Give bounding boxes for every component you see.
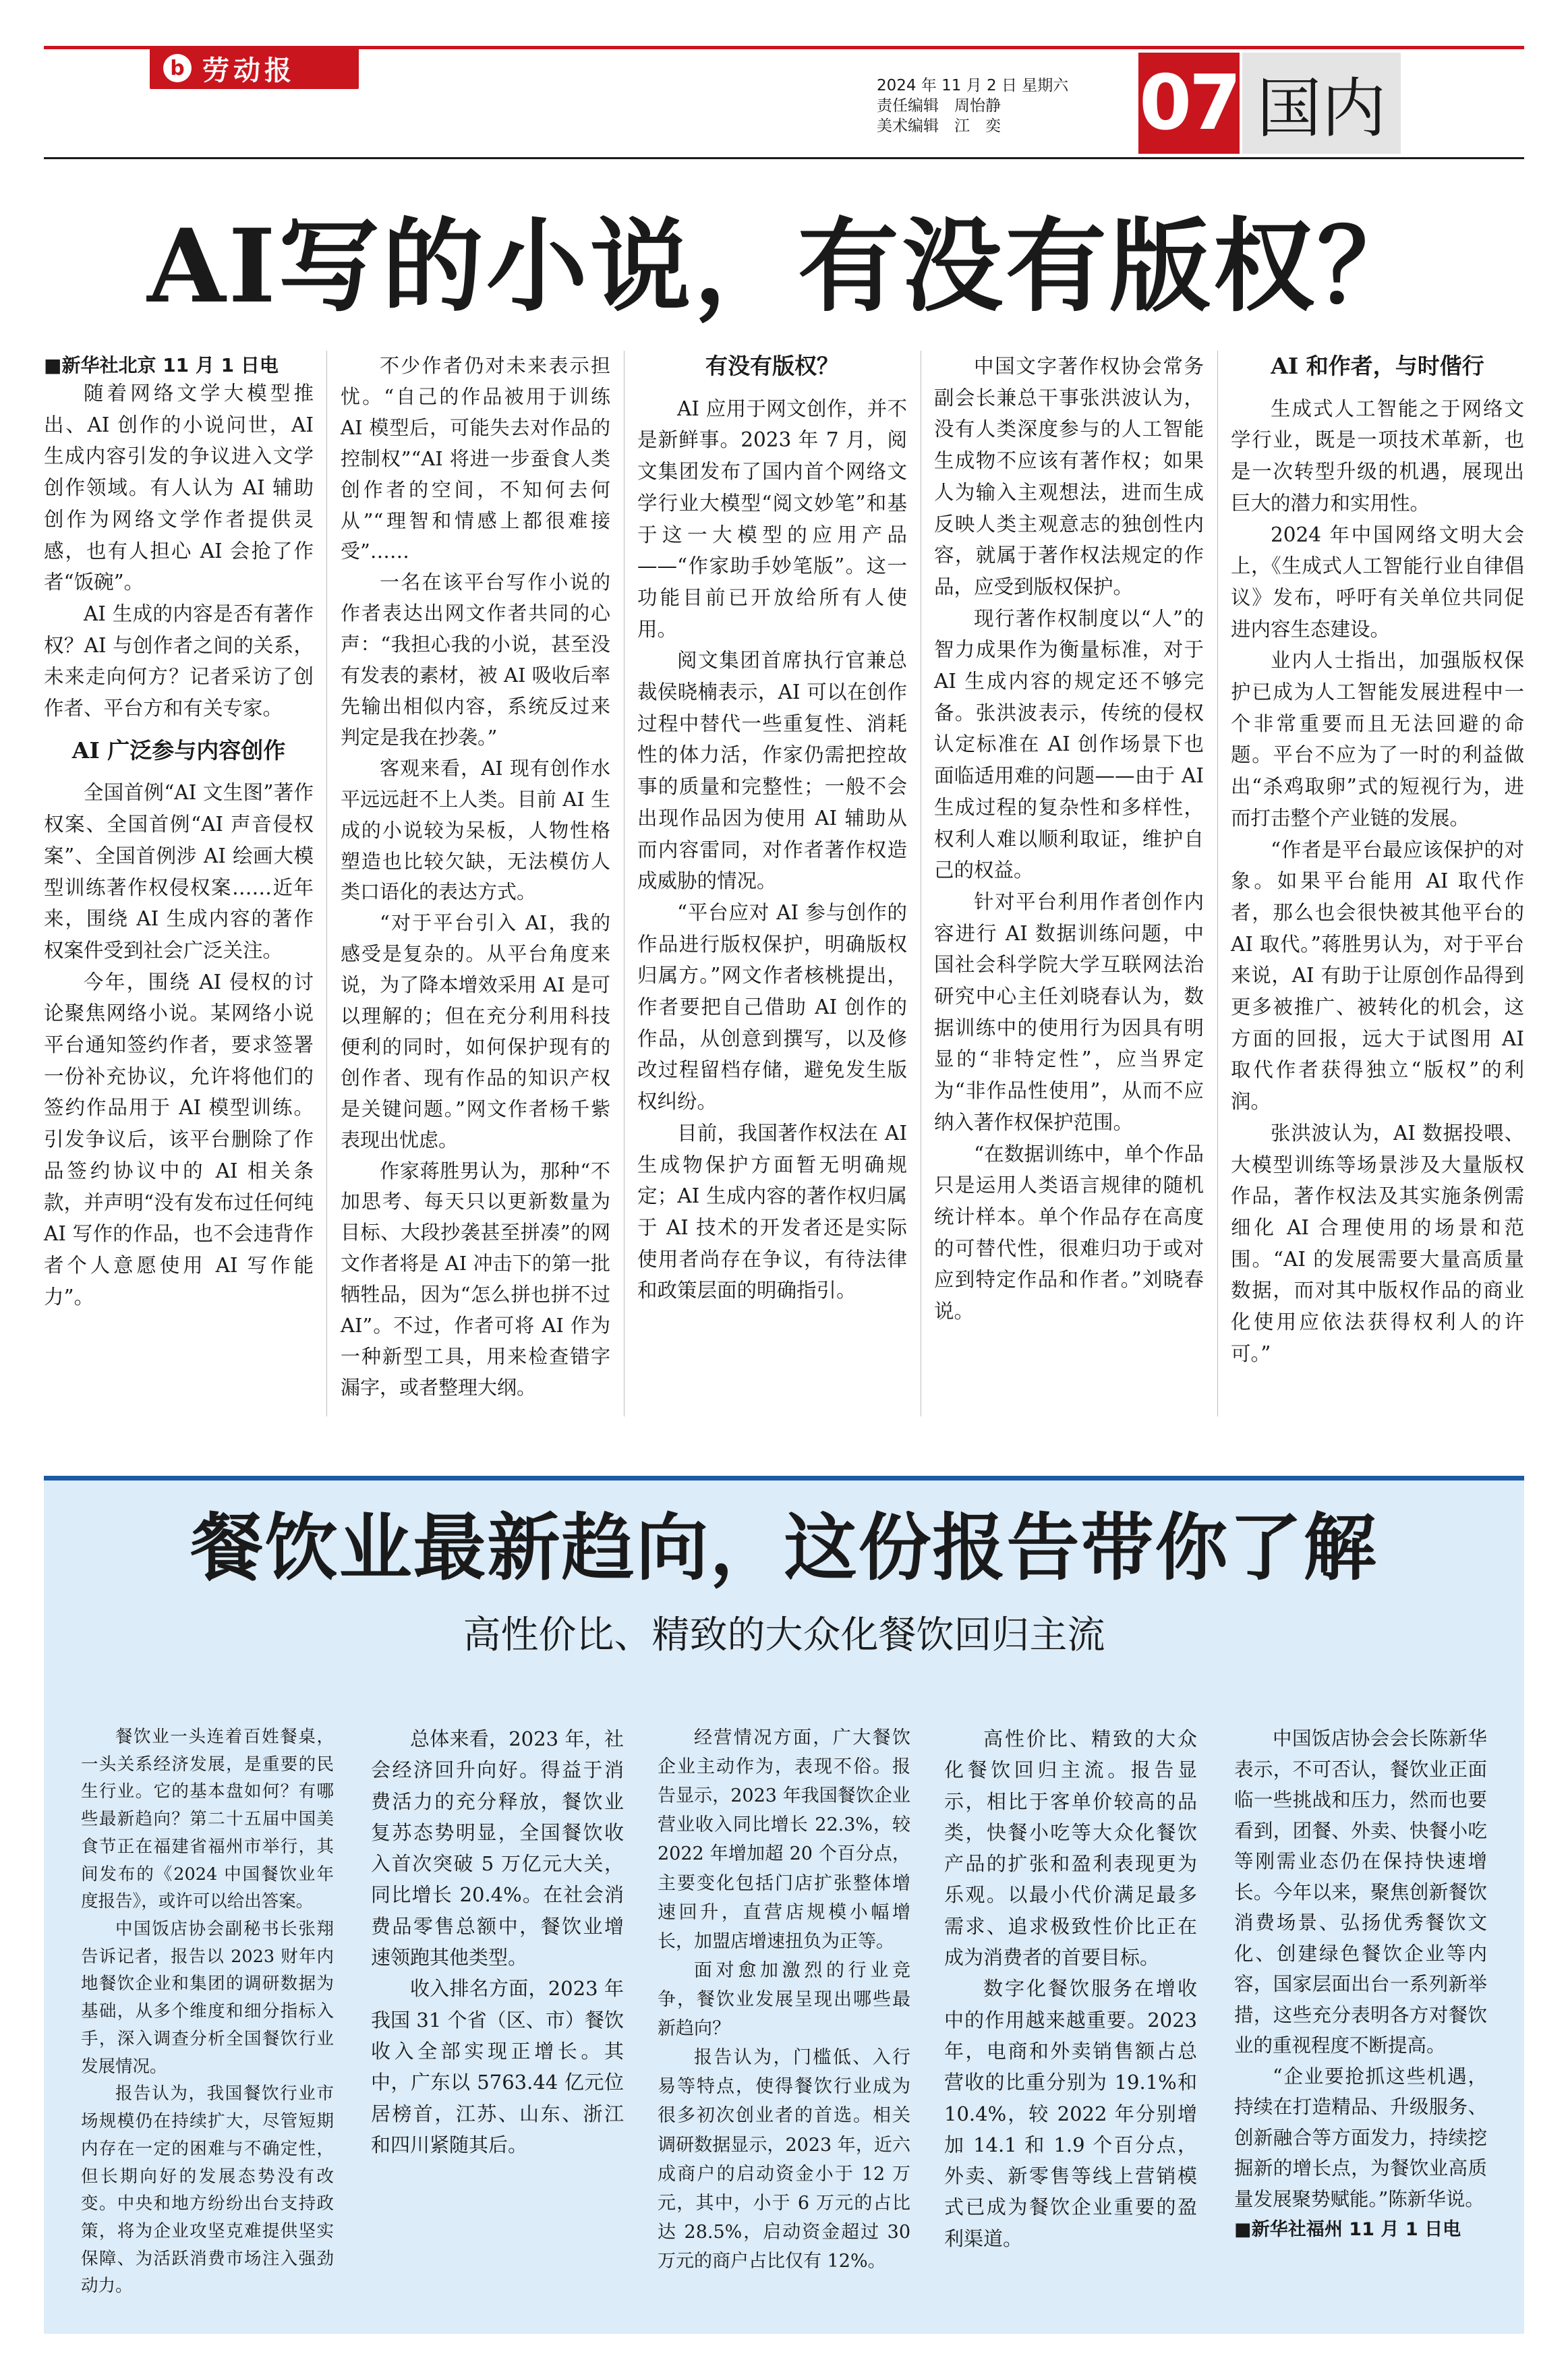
column-divider bbox=[326, 351, 327, 1416]
paragraph: 中国饭店协会副秘书长张翔告诉记者，报告以 2023 财年内地餐饮企业和集团的调研数据为基础，从多个维度和细分指标入手，深入调查分析全国餐饮行业发展情况。 bbox=[81, 1919, 334, 2077]
article2-column-4 bbox=[944, 1723, 1197, 2254]
paragraph: 中国文字著作权协会常务副会长兼总干事张洪波认为，没有人类深度参与的人工智能生成物不应该有著作权；如果人为输入主观想法，进而生成反映人类主观意志的独创性内容，就属于著作权法规定的作品，应受到版权保护。 bbox=[934, 355, 1204, 598]
paragraph: 总体来看，2023 年，社会经济回升向好。得益于消费活力的充分释放，餐饮业复苏态势明显，全国餐饮收入首次突破 5 万亿元大关，同比增长 20.4%。在社会消费品零售总额中，餐饮业增速领跑其他类型。 bbox=[371, 1727, 624, 1970]
paragraph: “平台应对 AI 参与创作的作品进行版权保护，明确版权归属方。”网文作者核桃提出，作者要把自己借助 AI 创作的作品，从创意到撰写，以及修改过程留档存储，避免发生版权纠纷。 bbox=[637, 900, 907, 1114]
article1-dateline: ■新华社北京 11 月 1 日电 bbox=[44, 354, 279, 376]
issue-info bbox=[877, 76, 1120, 136]
paragraph: 一名在该平台写作小说的作者表达出网文作者共同的心声：“我担心我的小说，甚至没有发表的素材，被 AI 吸收后率先输出相似内容，系统反过来判定是我在抄袭。” bbox=[341, 571, 610, 749]
logo-mark-icon: b bbox=[163, 54, 192, 82]
article1-column-2 bbox=[341, 351, 610, 1404]
subheading: 有没有版权？ bbox=[705, 353, 839, 379]
paragraph: 生成式人工智能之于网络文学行业，既是一项技术革新，也是一次转型升级的机遇，展现出巨大的潜力和实用性。 bbox=[1231, 397, 1524, 515]
paragraph: 报告认为，门槛低、入行易等特点，使得餐饮行业成为很多初次创业者的首选。相关调研数据显示，2023 年，近六成商户的启动资金小于 12 万元，其中，小于 6 万元的占比达 28.5%，启动资金超过 30 万元的商户占比仅有 12%。 bbox=[658, 2047, 910, 2272]
article1-column-4 bbox=[934, 351, 1204, 1327]
logo-text: 劳动报 bbox=[202, 54, 295, 86]
article2-column-2 bbox=[371, 1723, 624, 2160]
column-divider bbox=[624, 351, 625, 1416]
column-divider bbox=[1217, 351, 1218, 1416]
issue-date: 2024 年 11 月 2 日 星期六 bbox=[877, 77, 1069, 94]
paragraph: 不少作者仍对未来表示担忧。“自己的作品被用于训练 AI 模型后，可能失去对作品的控制权”“AI 将进一步蚕食人类创作者的空间，不知何去何从”“理智和情感上都很难接受”…… bbox=[341, 354, 610, 563]
article1-column-3 bbox=[637, 351, 907, 1306]
paragraph: AI 生成的内容是否有著作权？AI 与创作者之间的关系，未来走向何方？记者采访了创作者、平台方和有关专家。 bbox=[44, 602, 314, 720]
paragraph: 全国首例“AI 文生图”著作权案、全国首例“AI 声音侵权案”、全国首例涉 AI 绘画大模型训练著作权侵权案……近年来，围绕 AI 生成内容的著作权案件受到社会广泛关注。 bbox=[44, 781, 314, 962]
paragraph: “对于平台引入 AI，我的感受是复杂的。从平台角度来说，为了降本增效采用 AI 是可以理解的；但在充分利用科技便利的同时，如何保护现有的创作者、现有作品的知识产权是关键问题。”网文作者杨千紫表现出忧虑。 bbox=[341, 911, 610, 1151]
article2-column-5 bbox=[1234, 1723, 1487, 2241]
paragraph: 现行著作权制度以“人”的智力成果作为衡量标准，对于 AI 生成内容的规定还不够完备。张洪波表示，传统的侵权认定标准在 AI 创作场景下也面临适用难的问题——由于 AI 生成过程的复杂性和多样性，权利人难以顺利取证，维护自己的权益。 bbox=[934, 606, 1204, 882]
article2-column-3 bbox=[658, 1723, 910, 2276]
paragraph: 收入排名方面，2023 年我国 31 个省（区、市）餐饮收入全部实现正增长。其中，广东以 5763.44 亿元位居榜首，江苏、山东、浙江和四川紧随其后。 bbox=[371, 1977, 624, 2156]
paragraph: 张洪波认为，AI 数据投喂、大模型训练等场景涉及大量版权作品，著作权法及其实施条例需细化 AI 合理使用的场景和范围。“AI 的发展需要大量高质量数据，而对其中版权作品的商业化使用应依法获得权利人的许可。” bbox=[1231, 1121, 1524, 1365]
article2-headline: 餐饮业最新趋向，这份报告带你了解 bbox=[190, 1505, 1378, 1590]
responsible-editor: 责任编辑 周怡静 bbox=[877, 97, 1001, 115]
article1-column-5 bbox=[1231, 351, 1524, 1370]
paragraph: 报告认为，我国餐饮行业市场规模仍在持续扩大，尽管短期内存在一定的困难与不确定性，但长期向好的发展态势没有改变。中央和地方纷纷出台支持政策，将为企业攻坚克难提供坚实保障、为活跃消费市场注入强劲动力。 bbox=[81, 2084, 334, 2297]
paragraph: 阅文集团首席执行官兼总裁侯晓楠表示，AI 可以在创作过程中替代一些重复性、消耗性的体力活，作家仍需把控故事的质量和完整性；一般不会出现作品因为使用 AI 辅助从而内容雷同，对作者著作权造成威胁的情况。 bbox=[637, 649, 907, 893]
paragraph: 经营情况方面，广大餐饮企业主动作为，表现不俗。报告显示，2023 年我国餐饮企业营业收入同比增长 22.3%，较 2022 年增加超 20 个百分点，主要变化包括门店扩张整体增速回升，直营店规模小幅增长，加盟店增速扭负为正等。 bbox=[658, 1727, 910, 1952]
paragraph: 客观来看，AI 现有创作水平远远赶不上人类。目前 AI 生成的小说较为呆板，人物性格塑造也比较欠缺，无法模仿人类口语化的表达方式。 bbox=[341, 756, 610, 904]
paragraph: 业内人士指出，加强版权保护已成为人工智能发展进程中一个非常重要而且无法回避的命题。平台不应为了一时的利益做出“杀鸡取卵”式的短视行为，进而打击整个产业链的发展。 bbox=[1231, 649, 1524, 830]
paragraph: 餐饮业一头连着百姓餐桌，一头关系经济发展，是重要的民生行业。它的基本盘如何？有哪些最新趋向？第二十五届中国美食节正在福建省福州市举行，其间发布的《2024 中国餐饮业年度报告》，或许可以给出答案。 bbox=[81, 1727, 334, 1912]
paragraph: 目前，我国著作权法在 AI 生成物保护方面暂无明确规定；AI 生成内容的著作权归属于 AI 技术的开发者还是实际使用者尚存在争议，有待法律和政策层面的明确指引。 bbox=[637, 1121, 907, 1302]
paragraph: 数字化餐饮服务在增收中的作用越来越重要。2023 年，电商和外卖销售额占总营收的比重分别为 19.1%和 10.4%，较 2022 年分别增加 14.1 和 1.9 个百分点，外卖、新零售等线上营销模式已成为餐饮企业重要的盈利渠道。 bbox=[944, 1977, 1197, 2250]
paragraph: “在数据训练中，单个作品只是运用人类语言规律的随机统计样本。单个作品存在高度的可替代性，很难归功于或对应到特定作品和作者。”刘晓春说。 bbox=[934, 1142, 1204, 1323]
paragraph: 高性价比、精致的大众化餐饮回归主流。报告显示，相比于客单价较高的品类，快餐小吃等大众化餐饮产品的扩张和盈利表现更为乐观。以最小代价满足最多需求、追求极致性价比正在成为消费者的首要目标。 bbox=[944, 1727, 1197, 1970]
subheading: AI 和作者，与时偕行 bbox=[1271, 353, 1484, 379]
paragraph: 随着网络文学大模型推出、AI 创作的小说问世，AI 生成内容引发的争议进入文学创作领域。有人认为 AI 辅助创作为网络文学作者提供灵感，也有人担心 AI 会抢了作者“饭碗”。 bbox=[44, 382, 314, 594]
paragraph: 针对平台利用作者创作内容进行 AI 数据训练问题，中国社会科学院大学互联网法治研究中心主任刘晓春认为，数据训练中的使用行为因具有明显的“非特定性”，应当界定为“非作品性使用”，从而不应纳入著作权保护范围。 bbox=[934, 890, 1204, 1134]
page-number: 07 bbox=[1138, 53, 1240, 154]
paragraph: 2024 年中国网络文明大会上，《生成式人工智能行业自律倡议》发布，呼吁有关单位共同促进内容生态建设。 bbox=[1231, 523, 1524, 641]
paragraph: 作家蒋胜男认为，那种“不加思考、每天只以更新数量为目标、大段抄袭甚至拼凑”的网文作者将是 AI 冲击下的第一批牺牲品，因为“怎么拼也拼不过 AI”。不过，作者可将 AI 作为一种新型工具，用来检查错字漏字，或者整理大纲。 bbox=[341, 1159, 610, 1399]
newspaper-logo[interactable] bbox=[150, 47, 359, 89]
paragraph: 今年，围绕 AI 侵权的讨论聚焦网络小说。某网络小说平台通知签约作者，要求签署一份补充协议，允许将他们的签约作品用于 AI 模型训练。引发争议后，该平台删除了作品签约协议中的 AI 相关条款，并声明“没有发布过任何纯 AI 写作的作品，也不会违背作者个人意愿使用 AI 写作能力”。 bbox=[44, 970, 314, 1309]
paragraph: AI 应用于网文创作，并不是新鲜事。2023 年 7 月，阅文集团发布了国内首个网络文学行业大模型“阅文妙笔”和基于这一大模型的应用产品——“作家助手妙笔版”。这一功能目前已开放给所有人使用。 bbox=[637, 397, 907, 641]
article1-column-1 bbox=[44, 351, 314, 1313]
paragraph: 中国饭店协会会长陈新华表示，不可否认，餐饮业正面临一些挑战和压力，然而也要看到，团餐、外卖、快餐小吃等刚需业态仍在保持快速增长。今年以来，聚焦创新餐饮消费场景、弘扬优秀餐饮文化、创建绿色餐饮企业等内容，国家层面出台一系列新举措，这些充分表明各方对餐饮业的重视程度不断提高。 bbox=[1234, 1727, 1487, 2057]
paragraph: “企业要抢抓这些机遇，持续在打造精品、升级服务、创新融合等方面发力，持续挖掘新的增长点，为餐饮业高质量发展聚势赋能。”陈新华说。 bbox=[1234, 2065, 1487, 2210]
paragraph: “作者是平台最应该保护的对象。如果平台能用 AI 取代作者，那么也会很快被其他平台的 AI 取代。”蒋胜男认为，对于平台来说，AI 有助于让原创作品得到更多被推广、被转化的机会，这方面的回报，远大于试图用 AI 取代作者获得独立“版权”的利润。 bbox=[1231, 838, 1524, 1114]
article2-dateline: ■新华社福州 11 月 1 日电 bbox=[1234, 2219, 1461, 2240]
subheading: AI 广泛参与内容创作 bbox=[71, 737, 286, 764]
section-title[interactable]: 国内 bbox=[1242, 53, 1401, 154]
article2-subheadline: 高性价比、精致的大众化餐饮回归主流 bbox=[463, 1613, 1105, 1657]
paragraph: 面对愈加激烈的行业竞争，餐饮业发展呈现出哪些最新趋向？ bbox=[658, 1959, 910, 2040]
masthead-bottom-rule bbox=[44, 157, 1524, 159]
article2-column-1 bbox=[81, 1723, 334, 2300]
article1-headline: AI写的小说，有没有版权？ bbox=[147, 207, 1421, 326]
art-editor: 美术编辑 江 奕 bbox=[877, 117, 1001, 135]
